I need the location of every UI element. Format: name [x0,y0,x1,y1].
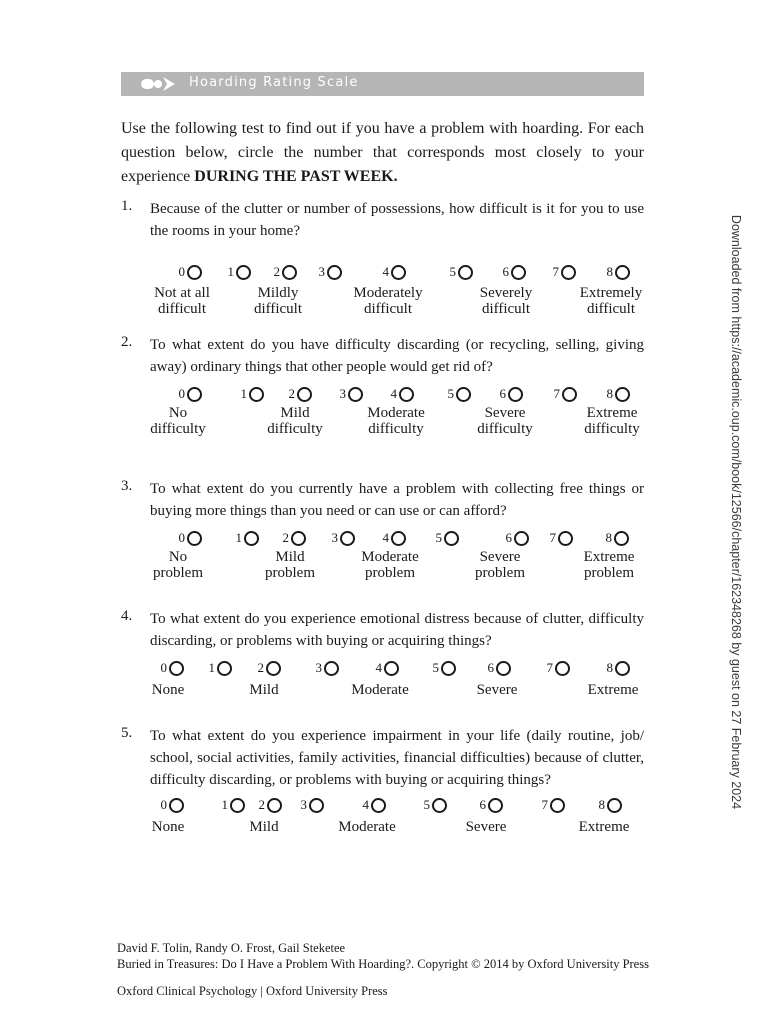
scale-anchor-label: None [151,819,185,835]
rating-bubble[interactable] [236,265,251,280]
scale-number: 4 [362,797,369,812]
scale-number: 6 [479,797,486,812]
scale-anchor-label: Extreme problem [583,549,635,581]
rating-bubble[interactable] [496,661,511,676]
scale-number: 1 [227,264,234,279]
scale-number: 7 [549,530,556,545]
rating-bubble[interactable] [297,387,312,402]
scale-anchor-label: Mild difficulty [267,405,323,437]
rating-bubble[interactable] [169,798,184,813]
scale-number: 3 [339,386,346,401]
scale-number: 0 [160,660,167,675]
question-number: 3. [121,478,133,494]
download-notice: Downloaded from https://academic.oup.com/book/12566/chapter/162348268 by guest on 27 February 2024 [729,214,743,810]
rating-bubble[interactable] [391,265,406,280]
scale-anchor-label: Mild [249,819,279,835]
scale-anchor-label: None [151,682,185,698]
question-number: 5. [121,725,133,741]
rating-bubble[interactable] [187,387,202,402]
scale-number: 5 [423,797,430,812]
rating-bubble[interactable] [371,798,386,813]
rating-bubble[interactable] [327,265,342,280]
rating-bubble[interactable] [432,798,447,813]
scale-number: 8 [605,530,612,545]
rating-bubble[interactable] [607,798,622,813]
scale-number: 3 [315,660,322,675]
scale-anchor-label: Severe problem [475,549,525,581]
scale-number: 0 [160,797,167,812]
scale-number: 1 [221,797,228,812]
citation [117,940,649,972]
rating-bubble[interactable] [230,798,245,813]
publisher-line: Oxford Clinical Psychology | Oxford University Press [117,984,388,998]
rating-bubble[interactable] [217,661,232,676]
scale-anchor-label: Moderate difficulty [367,405,425,437]
scale-number: 2 [273,264,280,279]
rating-bubble[interactable] [561,265,576,280]
rating-bubble[interactable] [508,387,523,402]
rating-bubble[interactable] [348,387,363,402]
scale-anchor-label: Mild [249,682,279,698]
scale-number: 6 [487,660,494,675]
scale-number: 0 [178,264,185,279]
rating-bubble[interactable] [169,661,184,676]
rating-bubble[interactable] [291,531,306,546]
scale-number: 5 [449,264,456,279]
rating-bubble[interactable] [309,798,324,813]
scale-anchor-label: Moderate [351,682,409,698]
rating-bubble[interactable] [391,531,406,546]
scale-number: 7 [541,797,548,812]
scale-number: 2 [257,660,264,675]
scale-number: 4 [375,660,382,675]
question-text: To what extent do you currently have a problem with collecting free things or buying more things than you need or can use or can afford? [150,481,644,519]
rating-bubble[interactable] [456,387,471,402]
scale-number: 7 [553,386,560,401]
scale-anchor-label: Not at all difficult [154,285,210,317]
scale-anchor-label: Moderately difficult [353,285,423,317]
rating-bubble[interactable] [187,531,202,546]
scale-number: 7 [546,660,553,675]
rating-bubble[interactable] [441,661,456,676]
rating-bubble[interactable] [249,387,264,402]
rating-bubble[interactable] [282,265,297,280]
rating-bubble[interactable] [550,798,565,813]
rating-bubble[interactable] [562,387,577,402]
scale-number: 4 [382,264,389,279]
question-text: To what extent do you have difficulty discarding (or recycling, selling, giving away) ordinary things that other people would get rid of? [150,337,644,375]
scale-number: 1 [208,660,215,675]
rating-bubble[interactable] [244,531,259,546]
scale-number: 7 [552,264,559,279]
scale-anchor-label: Mild problem [265,549,315,581]
rating-bubble[interactable] [399,387,414,402]
tag-icon [141,75,175,93]
scale-anchor-label: Extreme [578,819,630,835]
scale-number: 5 [432,660,439,675]
scale-number: 1 [235,530,242,545]
rating-bubble[interactable] [340,531,355,546]
scale-number: 8 [606,264,613,279]
intro-text: Use the following test to find out if you have a problem with hoarding. For each question below, circle the number that corresponds most closely to your experience [121,120,644,185]
scale-anchor-label: Severe [465,819,507,835]
scale-anchor-label: Severe [476,682,518,698]
rating-bubble[interactable] [266,661,281,676]
scale-anchor-label: Extreme difficulty [584,405,640,437]
scale-anchor-label: No difficulty [150,405,206,437]
scale-number: 3 [318,264,325,279]
scale-number: 8 [606,660,613,675]
scale-anchor-label: Extremely difficult [579,285,643,317]
scale-number: 3 [300,797,307,812]
scale-number: 6 [502,264,509,279]
scale-anchor-label: Mildly difficult [253,285,303,317]
scale-anchor-label: Severely difficult [479,285,533,317]
rating-bubble[interactable] [514,531,529,546]
intro-paragraph [121,117,644,189]
citation-authors: David F. Tolin, Randy O. Frost, Gail Steketee [117,941,346,955]
rating-bubble[interactable] [615,661,630,676]
question-text: Because of the clutter or number of possessions, how difficult is it for you to use the rooms in your home? [150,201,644,239]
scale-anchor-label: Extreme [587,682,639,698]
rating-bubble[interactable] [488,798,503,813]
section-title: Hoarding Rating Scale [189,75,359,90]
rating-bubble[interactable] [324,661,339,676]
rating-bubble[interactable] [615,265,630,280]
scale-number: 6 [505,530,512,545]
scale-anchor-label: Severe difficulty [477,405,533,437]
intro-emphasis: DURING THE PAST WEEK. [194,168,398,185]
rating-bubble[interactable] [187,265,202,280]
scale-anchor-label: Moderate [338,819,396,835]
scale-number: 5 [435,530,442,545]
citation-source: Buried in Treasures: Do I Have a Problem With Hoarding?. Copyright © 2014 by Oxford University Press [117,957,649,971]
rating-bubble[interactable] [558,531,573,546]
rating-bubble[interactable] [444,531,459,546]
rating-bubble[interactable] [511,265,526,280]
scale-number: 4 [390,386,397,401]
scale-anchor-label: Moderate problem [361,549,419,581]
section-header-bar [121,72,644,96]
rating-bubble[interactable] [458,265,473,280]
scale-number: 2 [258,797,265,812]
scale-number: 3 [331,530,338,545]
scale-number: 0 [178,386,185,401]
question-number: 1. [121,198,133,214]
scale-number: 4 [382,530,389,545]
rating-bubble[interactable] [384,661,399,676]
scale-number: 0 [178,530,185,545]
scale-number: 8 [598,797,605,812]
scale-anchor-label: No problem [153,549,203,581]
question-text: To what extent do you experience emotional distress because of clutter, difficulty discarding, or problems with buying or acquiring things? [150,611,644,649]
rating-bubble[interactable] [615,387,630,402]
question-number: 4. [121,608,133,624]
scale-number: 8 [606,386,613,401]
question-number: 2. [121,334,133,350]
scale-number: 6 [499,386,506,401]
scale-number: 2 [282,530,289,545]
scale-number: 5 [447,386,454,401]
question-text: To what extent do you experience impairment in your life (daily routine, job/ school, social activities, family activities, financial difficulties) because of clutter, difficulty discarding, or problems with buying or acquiring things? [150,728,644,788]
rating-bubble[interactable] [267,798,282,813]
rating-bubble[interactable] [555,661,570,676]
scale-number: 1 [240,386,247,401]
scale-number: 2 [288,386,295,401]
rating-bubble[interactable] [614,531,629,546]
